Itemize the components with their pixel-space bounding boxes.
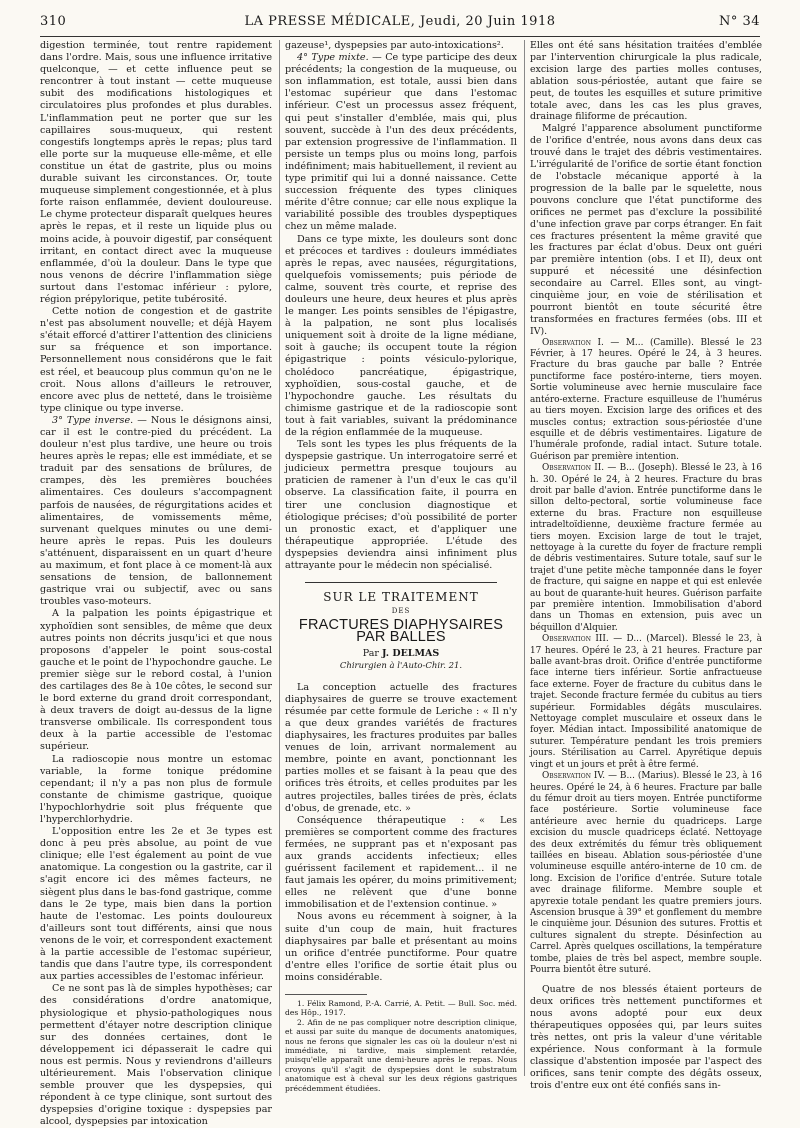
footnote-rule [285,994,367,995]
type-heading: 3° Type inverse. [52,414,134,426]
column-separator [524,40,525,1076]
observation-heading: Observation II. [542,463,605,474]
article-title-main: FRACTURES DIAPHYSAIRES PAR BALLES [298,617,504,646]
column-1 [40,40,272,1128]
paragraph-text: — Ce type participe des deux précédents; la congestion de la muqueuse, ou son inflammation, est totale, aussi bien dans l'estomac supérieur que dans l'estomac inférieur. C'est un processus assez fréquent, qui peut s'installer d'emblée, mais qui, plus souvent, succède à l'un des deux précédents, par extension progressive de l'inflammation. Il persiste un temps plus ou moins long, parfois indéfiniment; mais habituellement, il revient au type primitif qui lui a donné naissance. Cette succession fréquente des types cliniques mérite d'être connue; car elle nous explique la variabilité possible des troubles dyspeptiques chez un même malade. [285,52,517,233]
column-2 [285,40,517,1093]
article-separator [305,582,497,583]
type-heading: 4° Type mixte. [297,52,369,64]
observation-heading: Observation IV. [542,771,606,782]
paragraph: digestion terminée, tout rentre rapidement dans l'ordre. Mais, sous une influence irritative quelconque, — et cette influence peut se rencontrer à tout instant — cette muqueuse subit des modifications histologiques et circulatoires plus profondes et plus durables. L'inflammation peut ne porter que sur les capillaires sous-muqueux, qui restent congestifs longtemps après le repas; plus tard elle porte sur la muqueuse elle-même, et elle constitue un état de gastrite, plus ou moins durable suivant les circonstances. Or, toute muqueuse simplement congestionnée, et à plus forte raison enflammée, devient douloureuse. Le chyme protecteur disparaît quelques heures après le repas, et il reste un liquide plus ou moins acide, à pouvoir digestif, par conséquent irritant, en contact direct avec la muqueuse enflammée, d'où la douleur. Dans le type que nous venons de décrire l'inflammation siège surtout dans l'estomac inférieur : pylore, région prépylorique, petite tubérosité. [40,40,272,305]
paragraph: Nous avons eu récemment à soigner, à la suite d'un coup de main, huit fractures diaphysaires par balle et présentant au moins un orifice d'entrée punctiforme. Pour quatre d'entre elles l'orifice de sortie était plus ou moins considérable. [285,911,517,983]
paragraph: gazeuse¹, dyspepsies par auto-intoxications². [285,40,504,51]
article-title-des: DES [391,607,411,616]
column-3 [530,40,762,1091]
article-byline [285,648,517,660]
paragraph: Quatre de nos blessés étaient porteurs de deux orifices très nettement punctiformes et nous avons adopté pour eux deux thérapeutiques opposées qui, par leurs suites très nettes, ont pris la valeur d'une véritable expérience. Nous conformant à la formule classique d'abstention imposée par l'aspect des orifices, sans tenir compte des dégâts osseux, trois d'entre eux ont été confiés sans in- [530,984,762,1091]
column-separator [279,40,280,1076]
paragraph: Malgré l'apparence absolument punctiforme de l'orifice d'entrée, nous avons dans deux cas trouvé dans le trajet des débris vestimentaires. L'irrégularité de l'orifice de sortie étant fonction de l'obstacle mécanique apporté à la progression de la balle par le squelette, nous pouvons conclure que l'état punctiforme des orifices ne permet pas d'exclure la possibilité d'une infection grave par corps étranger. En fait ces fractures présentent la même gravité que les fractures par éclat d'obus. Deux ont guéri par première intention (obs. I et II), deux ont suppuré et nécessité une désinfection secondaire au Carrel. Elles sont, au vingt-cinquième jour, en voie de stérilisation et pourront bientôt en toute sécurité être transformées en fractures fermées (obs. III et IV). [530,123,762,337]
observation-text: — D... (Marcel). Blessé le 23, à 17 heures. Opéré le 23, à 21 heures. Fracture par balle avant-bras droit. Orifice d'entrée punctiforme face interne tiers inférieur. Sortie anfractueuse face externe. Foyer de fracture du cubitus dans le trajet. Seconde fracture fermée du cubitus au tiers supérieur. Formidables dégâts musculaires. Nettoyage complet musculaire et osseux dans le foyer. Médian intact. Impossibilité anatomique de suturer. Température pendant les trois premiers jours. Stérilisation au Carrel. Apyrétique depuis vingt et un jours et prêt à être fermé. [530,634,762,770]
author-name: J. DELMAS [381,647,440,659]
paragraph: L'opposition entre les 2e et 3e types est donc à peu près absolue, au point de vue clinique; elle l'est également au point de vue anatomique. La congestion ou la gastrite, car il s'agit encore ici des mêmes facteurs, ne siègent plus dans le bas-fond gastrique, comme dans le 2e type, mais bien dans la portion haute de l'estomac. Les points douloureux d'ailleurs sont tout différents, ainsi que nous venons de le voir, et correspondent exactement à la partie accessible de l'estomac supérieur, tandis que dans l'autre type, ils correspondent aux parties accessibles de l'estomac inférieur. [40,826,272,983]
paragraph: Tels sont les types les plus fréquents de la dyspepsie gastrique. Un interrogatoire serré et judicieux permettra presque toujours au praticien de ramener à l'un d'eux le cas qu'il observe. La classification faite, il pourra en tirer une conclusion diagnostique et étiologique précises; d'où possibilité de porter un pronostic exact, et d'appliquer une thérapeutique appropriée. L'étude des dyspepsies deviendra ainsi infiniment plus attrayante pour le médecin non spécialisé. [285,439,517,572]
observation-heading: Observation III. [542,634,609,645]
observation [530,634,762,771]
paragraph [285,52,517,233]
paragraph-text: — Nous le désignons ainsi, car il est le contre-pied du précédent. La douleur n'est plus tardive, une heure ou trois heures après le repas; elle est immédiate, et se traduit par des sensations de brûlures, de crampes, dès les premières bouchées alimentaires. Ces douleurs s'accompagnent parfois de nausées, de régurgitations acides et alimentaires, de vomissements même, survenant quelques minutes ou une demi-heure après le repas. Puis les douleurs s'atténuent, disparaissent en un quart d'heure au maximum, et font place à ce moment-là aux sensations de tension, de ballonnement gastrique vrai ou subjectif, avec ou sans troubles vaso-moteurs. [40,414,272,608]
paragraph: Elles ont été sans hésitation traitées d'emblée par l'intervention chirurgicale la plus radicale, excision large des parties molles contuses, ablation sous-périostée, autant que faire se peut, de toutes les esquilles et suture primitive totale avec, dans les cas les plus graves, drainage filiforme de précaution. [530,40,762,123]
paragraph: A la palpation les points épigastrique et xyphoïdien sont sensibles, de même que deux autres points non décrits jusqu'ici et que nous proposons d'appeler le point sous-costal gauche et le point de l'hypochondre gauche. Le premier siège sur le rebord costal, à l'union des cartilages des 8e à 10e côtes, le second sur le bord externe du grand droit correspondant, à deux travers de doigt au-dessus de la ligne transverse ombilicale. Ils correspondent tous deux à la partie accessible de l'estomac supérieur. [40,608,272,753]
footnote: 1. Félix Ramond, P.-A. Carrié, A. Petit. — Bull. Soc. méd. des Hôp., 1917. [285,999,517,1018]
observation [530,463,762,634]
observation-text: — B... (Joseph). Blessé le 23, à 16 h. 30. Opéré le 24, à 2 heures. Fracture du bras droit par balle d'avion. Entrée punctiforme dans le sillon delto-pectoral, sortie volumineuse face externe du bras. Fracture non esquilleuse intradeltoïdienne, deuxième fracture fermée au tiers moyen. Excision large de tout le trajet, nettoyage à la curette du foyer de fracture rempli de débris vestimentaires. Suture totale, sauf sur le trajet d'une petite mèche tamponnée dans le foyer de fracture, qui saigne en nappe et qui est enlevée au bout de quarante-huit heures. Guérison parfaite par première intention. Immobilisation d'abord dans un Thomas en extension, puis avec un béquillon d'Alquier. [530,463,762,633]
paragraph: Cette notion de congestion et de gastrite n'est pas absolument nouvelle; et déjà Hayem s'était efforcé d'attirer l'attention des cliniciens sur sa fréquence et son importance. Personnellement nous considérons que le fait est réel, et beaucoup plus commun qu'on ne le croit. Nous allons d'ailleurs le retrouver, encore avec plus de netteté, dans le troisième type clinique ou type inverse. [40,306,272,414]
journal-title-line: LA PRESSE MÉDICALE, Jeudi, 20 Juin 1918 [244,14,556,29]
page-number: 310 [40,14,67,29]
issue-number: N° 34 [718,14,760,29]
footnote: 2. Afin de ne pas compliquer notre description clinique, et aussi par suite du manque de documents anatomiques, nous ne ferons que signaler les cas où la douleur n'est ni immédiate, ni tardive, mais simplement retardée, puisqu'elle apparaît une demi-heure après le repas. Nous croyons qu'il s'agit de dyspepsies dont le substratum anatomique est à cheval sur les deux régions gastriques précédemment étudiées. [285,1017,517,1093]
paragraph [40,415,272,609]
byline-prefix: Par [362,647,379,659]
observation [530,338,762,463]
paragraph: La conception actuelle des fractures diaphysaires de guerre se trouve exactement résumée par cette formule de Leriche : « Il n'y a que deux grandes variétés de fractures diaphysaires, les fractures produites par balles venues de loin, arrivant normalement au membre, pointe en avant, ponctionnant les parties molles et se faisant à la peau que des orifices très étroits, et celles produites par les autres projectiles, balles tirées de près, éclats d'obus, de grenade, etc. » [285,681,517,814]
header-rule [40,36,760,37]
paragraph: La radioscopie nous montre un estomac variable, la forme tonique prédomine cependant; il n'y a pas non plus de formule constante de chimisme gastrique, quoique l'hypochlorhydrie soit plus fréquente que l'hyperchlorhydrie. [40,753,272,825]
author-affiliation: Chirurgien à l'Auto-Chir. 21. [339,660,463,671]
paragraph: Dans ce type mixte, les douleurs sont donc et précoces et tardives : douleurs immédiates après le repas, avec nausées, régurgitations, quelquefois vomissements; puis période de calme, souvent très courte, et reprise des douleurs une heure, deux heures et plus après le manger. Les points sensibles de l'épigastre, à la palpation, ne sont plus localisés uniquement soit à droite de la ligne médiane, soit à gauche; ils occupent toute la région épigastrique : points vésiculo-pylorique, cholédoco pancréatique, épigastrique, xyphoïdien, sous-costal gauche, et de l'hypochondre gauche. Les résultats du chimisme gastrique et de la radioscopie sont tout à fait variables, suivant la prédominance de la région enflammée de la muqueuse. [285,233,517,438]
paragraph: Ce ne sont pas là de simples hypothèses; car des considérations d'ordre anatomique, physiologique et physio-pathologiques nous permettent d'étayer notre description clinique sur des données certaines, dont le développement ici dépasserait le cadre qui nous est permis. Nous y reviendrons d'ailleurs ultérieurement. Mais l'observation clinique semble prouver que les dyspepsies, qui répondent à ce type clinique, sont surtout des dyspepsies d'origine toxique : dyspepsies par alcool, dyspepsies par intoxication [40,983,272,1128]
article-title-top: SUR LE TRAITEMENT [323,590,479,605]
observation-text: — B... (Marius). Blessé le 23, à 16 heures. Opéré le 24, à 6 heures. Fracture par balle du fémur droit au tiers moyen. Entrée punctiforme face postérieure. Sortie volumineuse face antérieure avec hernie du quadriceps. Large excision du muscle quadriceps éclaté. Nettoyage des deux extrémités du fémur très obliquement taillées en biseau. Ablation sous-périostée d'une volumineuse esquille antéro-interne de 10 cm. de long. Excision de l'orifice d'entrée. Suture totale avec drainage filiforme. Membre souple et apyrexie totale pendant les quatre premiers jours. Ascension brusque à 39° et gonflement du membre le cinquième jour. Désunion des sutures. Frottis et cultures signalent du strepte. Désinfection au Carrel. Après quelques oscillations, la température tombe, plaies de très bel aspect, membre souple. Pourra bientôt être suturé. [530,771,762,975]
page-header [40,14,760,34]
observation-text: — M... (Camille). Blessé le 23 Février, à 17 heures. Opéré le 24, à 3 heures. Fracture du bras gauche par balle ? Entrée punctiforme face postéro-interne, tiers moyen. Sortie volumineuse avec hernie musculaire face antéro-externe. Fracture esquilleuse de l'humérus au tiers moyen. Excision large des orifices et des muscles contus; extraction sous-périostée d'une esquille et de débris vestimentaires. Ligature de l'humérale profonde, radial intact. Suture totale. Guérison par première intention. [530,337,762,462]
observation-heading: Observation I. [542,337,604,348]
observation [530,771,762,976]
paragraph: Conséquence thérapeutique : « Les premières se comportent comme des fractures fermées, ne supprant pas et n'exposant pas aux grands accidents infectieux; elles guérissent facilement et rapidement... il ne faut jamais les opérer, du moins primitivement; elles ne relèvent que d'une bonne immobilisation et de l'extension continue. » [285,814,517,911]
